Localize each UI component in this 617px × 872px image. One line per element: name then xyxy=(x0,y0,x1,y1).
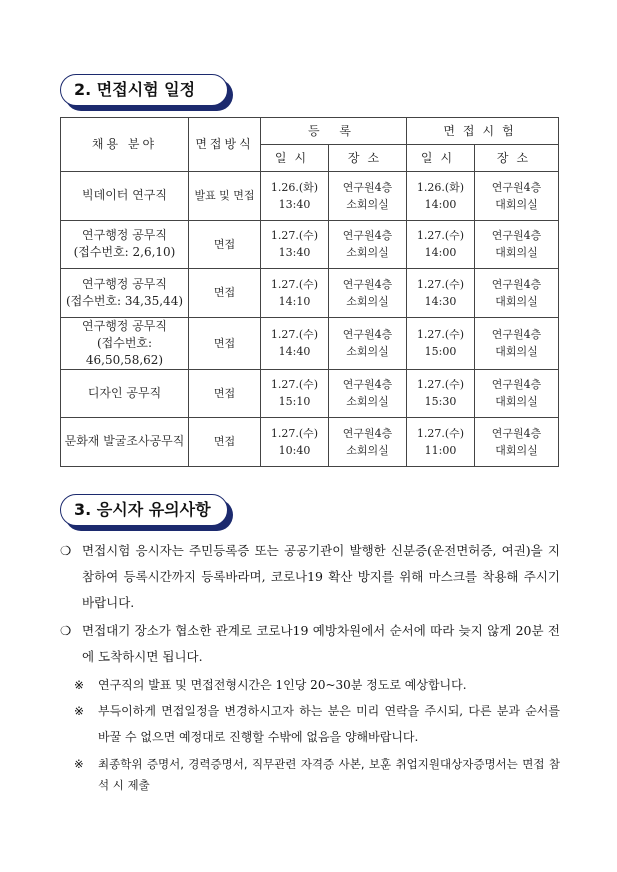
cell-int-place xyxy=(475,369,559,418)
cell-reg-datetime-line: 1.27.(수) xyxy=(270,378,319,392)
cell-int-place-line: 대회의실 xyxy=(495,197,538,211)
cell-int-place xyxy=(475,269,559,318)
cell-int-place xyxy=(475,172,559,221)
cell-int-datetime xyxy=(407,172,475,221)
reference-mark-icon: ※ xyxy=(74,678,85,692)
note-text: 최종학위 증명서, 경력증명서, 직무관련 자격증 사본, 보훈 취업지원대상자증명서는 면접 참석 시 제출 xyxy=(98,757,560,792)
cell-field xyxy=(61,418,189,467)
cell-reg-place xyxy=(329,317,407,369)
cell-reg-place-line: 소회의실 xyxy=(346,395,389,409)
cell-reg-place-line: 소회의실 xyxy=(346,345,389,358)
cell-method-line: 발표 및 면접 xyxy=(194,189,255,203)
cell-method xyxy=(189,220,261,269)
cell-reg-place-line: 연구원4층 xyxy=(342,277,393,291)
cell-int-place-line: 대회의실 xyxy=(495,345,538,358)
cell-int-place-line: 대회의실 xyxy=(495,443,538,457)
circle-bullet-icon: ❍ xyxy=(60,543,72,558)
cell-reg-place xyxy=(329,369,407,418)
cell-reg-datetime-line: 14:10 xyxy=(278,294,311,308)
cell-method-line: 면접 xyxy=(213,286,236,300)
cell-reg-datetime xyxy=(261,317,329,369)
header-registration: 등 록 xyxy=(261,118,407,145)
cell-reg-place-line: 연구원4층 xyxy=(342,328,393,341)
cell-reg-place xyxy=(329,220,407,269)
reference-mark-icon: ※ xyxy=(74,757,84,771)
cell-int-datetime-line: 14:00 xyxy=(424,246,457,260)
cell-reg-datetime-line: 1.27.(수) xyxy=(270,277,319,291)
header-reg-place: 장소 xyxy=(329,145,407,172)
applicant-notes xyxy=(60,538,560,796)
cell-reg-datetime-line: 15:10 xyxy=(278,395,311,409)
cell-field-line: 디자인 공무직 xyxy=(87,385,162,400)
cell-field xyxy=(61,317,189,369)
reference-mark-icon: ※ xyxy=(74,704,85,718)
table-row xyxy=(61,269,559,318)
table-row xyxy=(61,418,559,467)
cell-reg-place-line: 연구원4층 xyxy=(342,180,393,194)
cell-field-line: 연구행정 공무직 xyxy=(82,228,167,243)
cell-reg-place-line: 연구원4층 xyxy=(342,229,393,243)
cell-int-place xyxy=(475,220,559,269)
note-item xyxy=(60,538,560,616)
cell-int-datetime-line: 1.27.(수) xyxy=(416,378,465,392)
cell-int-datetime-line: 1.27.(수) xyxy=(416,277,465,291)
section-2-heading xyxy=(60,74,228,106)
cell-int-datetime-line: 14:00 xyxy=(424,197,457,211)
cell-field xyxy=(61,220,189,269)
cell-method xyxy=(189,369,261,418)
note-text: 면접대기 장소가 협소한 관계로 코로나19 예방차원에서 순서에 따라 늦지 않게 20분 전에 도착하시면 됩니다. xyxy=(82,623,560,664)
table-row xyxy=(61,220,559,269)
cell-method xyxy=(189,317,261,369)
cell-reg-datetime xyxy=(261,369,329,418)
cell-reg-datetime xyxy=(261,418,329,467)
cell-int-datetime-line: 11:00 xyxy=(424,443,457,457)
table-row xyxy=(61,317,559,369)
header-int-place: 장소 xyxy=(475,145,559,172)
cell-field xyxy=(61,172,189,221)
note-item xyxy=(74,672,560,698)
cell-int-datetime xyxy=(407,269,475,318)
table-row xyxy=(61,369,559,418)
note-text: 연구직의 발표 및 면접전형시간은 1인당 20~30분 정도로 예상합니다. xyxy=(98,678,467,692)
cell-method-line: 면접 xyxy=(213,237,236,251)
cell-int-place-line: 연구원4층 xyxy=(491,229,542,243)
cell-reg-datetime-line: 13:40 xyxy=(278,197,311,211)
cell-reg-datetime-line: 13:40 xyxy=(278,246,311,260)
cell-reg-datetime-line: 1.27.(수) xyxy=(270,328,319,341)
cell-reg-place-line: 소회의실 xyxy=(346,246,389,260)
cell-int-place xyxy=(475,418,559,467)
cell-int-place-line: 대회의실 xyxy=(495,294,538,308)
cell-int-place-line: 연구원4층 xyxy=(491,378,542,392)
cell-field-line: (접수번호: 34,35,44) xyxy=(65,293,184,308)
cell-reg-place-line: 소회의실 xyxy=(346,197,389,211)
header-reg-datetime: 일시 xyxy=(261,145,329,172)
cell-reg-place xyxy=(329,172,407,221)
cell-reg-place-line: 소회의실 xyxy=(346,294,389,308)
header-method: 면접방식 xyxy=(189,118,261,172)
cell-int-place-line: 연구원4층 xyxy=(491,426,542,440)
note-text: 면접시험 응시자는 주민등록증 또는 공공기관이 발행한 신분증(운전면허증, 여권)을 지참하여 등록시간까지 등록바라며, 코로나19 확산 방지를 위해 마스크를 착용해 주시기 바랍니다. xyxy=(82,543,560,610)
cell-reg-datetime-line: 10:40 xyxy=(278,443,311,457)
cell-reg-place xyxy=(329,269,407,318)
note-item xyxy=(60,618,560,670)
note-text: 부득이하게 면접일정을 변경하시고자 하는 분은 미리 연락을 주시되, 다른 분과 순서를 바꿀 수 없으면 예정대로 진행할 수밖에 없음을 양해바랍니다. xyxy=(98,704,560,744)
header-interview: 면접시험 xyxy=(407,118,559,145)
cell-reg-datetime-line: 1.27.(수) xyxy=(270,426,319,440)
section-3-heading xyxy=(60,494,228,526)
cell-int-place-line: 연구원4층 xyxy=(491,180,542,194)
cell-method-line: 면접 xyxy=(213,386,236,400)
cell-int-datetime-line: 15:30 xyxy=(424,395,457,409)
table-row xyxy=(61,172,559,221)
cell-method xyxy=(189,418,261,467)
cell-reg-datetime xyxy=(261,172,329,221)
cell-method-line: 면접 xyxy=(213,336,236,350)
cell-int-datetime xyxy=(407,220,475,269)
cell-field-line: (접수번호: 2,6,10) xyxy=(73,245,176,260)
cell-int-datetime-line: 1.27.(수) xyxy=(416,328,465,341)
interview-schedule-table xyxy=(60,117,559,467)
cell-int-datetime-line: 15:00 xyxy=(424,345,457,358)
cell-field xyxy=(61,369,189,418)
cell-method xyxy=(189,172,261,221)
cell-int-datetime-line: 1.27.(수) xyxy=(416,426,465,440)
header-int-datetime: 일시 xyxy=(407,145,475,172)
cell-reg-place-line: 연구원4층 xyxy=(342,378,393,392)
circle-bullet-icon: ❍ xyxy=(60,623,72,638)
cell-int-place-line: 대회의실 xyxy=(495,246,538,260)
cell-reg-place xyxy=(329,418,407,467)
cell-int-place-line: 연구원4층 xyxy=(491,328,542,341)
cell-reg-datetime-line: 14:40 xyxy=(278,345,311,358)
cell-field-line: (접수번호: 46,50,58,62) xyxy=(85,335,164,367)
cell-reg-datetime-line: 1.26.(화) xyxy=(270,180,319,194)
cell-reg-datetime-line: 1.27.(수) xyxy=(270,229,319,243)
cell-int-datetime-line: 1.27.(수) xyxy=(416,229,465,243)
cell-field-line: 연구행정 공무직 xyxy=(82,276,167,291)
cell-reg-datetime xyxy=(261,269,329,318)
cell-field-line: 빅데이터 연구직 xyxy=(82,188,167,203)
cell-int-datetime xyxy=(407,317,475,369)
cell-int-place-line: 연구원4층 xyxy=(491,277,542,291)
cell-field-line: 연구행정 공무직 xyxy=(82,318,167,333)
note-item xyxy=(74,698,560,750)
cell-field-line: 문화재 발굴조사공무직 xyxy=(64,434,185,449)
cell-int-place-line: 대회의실 xyxy=(495,395,538,409)
cell-reg-place-line: 소회의실 xyxy=(346,443,389,457)
cell-int-place xyxy=(475,317,559,369)
cell-reg-place-line: 연구원4층 xyxy=(342,426,393,440)
section-3-title: 3. 응시자 유의사항 xyxy=(60,494,228,526)
cell-int-datetime-line: 1.26.(화) xyxy=(416,180,465,194)
cell-field xyxy=(61,269,189,318)
cell-int-datetime-line: 14:30 xyxy=(424,294,457,308)
header-field: 채용 분야 xyxy=(61,118,189,172)
cell-int-datetime xyxy=(407,369,475,418)
cell-reg-datetime xyxy=(261,220,329,269)
cell-method xyxy=(189,269,261,318)
cell-method-line: 면접 xyxy=(213,435,236,449)
note-item xyxy=(74,754,560,796)
cell-int-datetime xyxy=(407,418,475,467)
section-2-title: 2. 면접시험 일정 xyxy=(60,74,228,106)
